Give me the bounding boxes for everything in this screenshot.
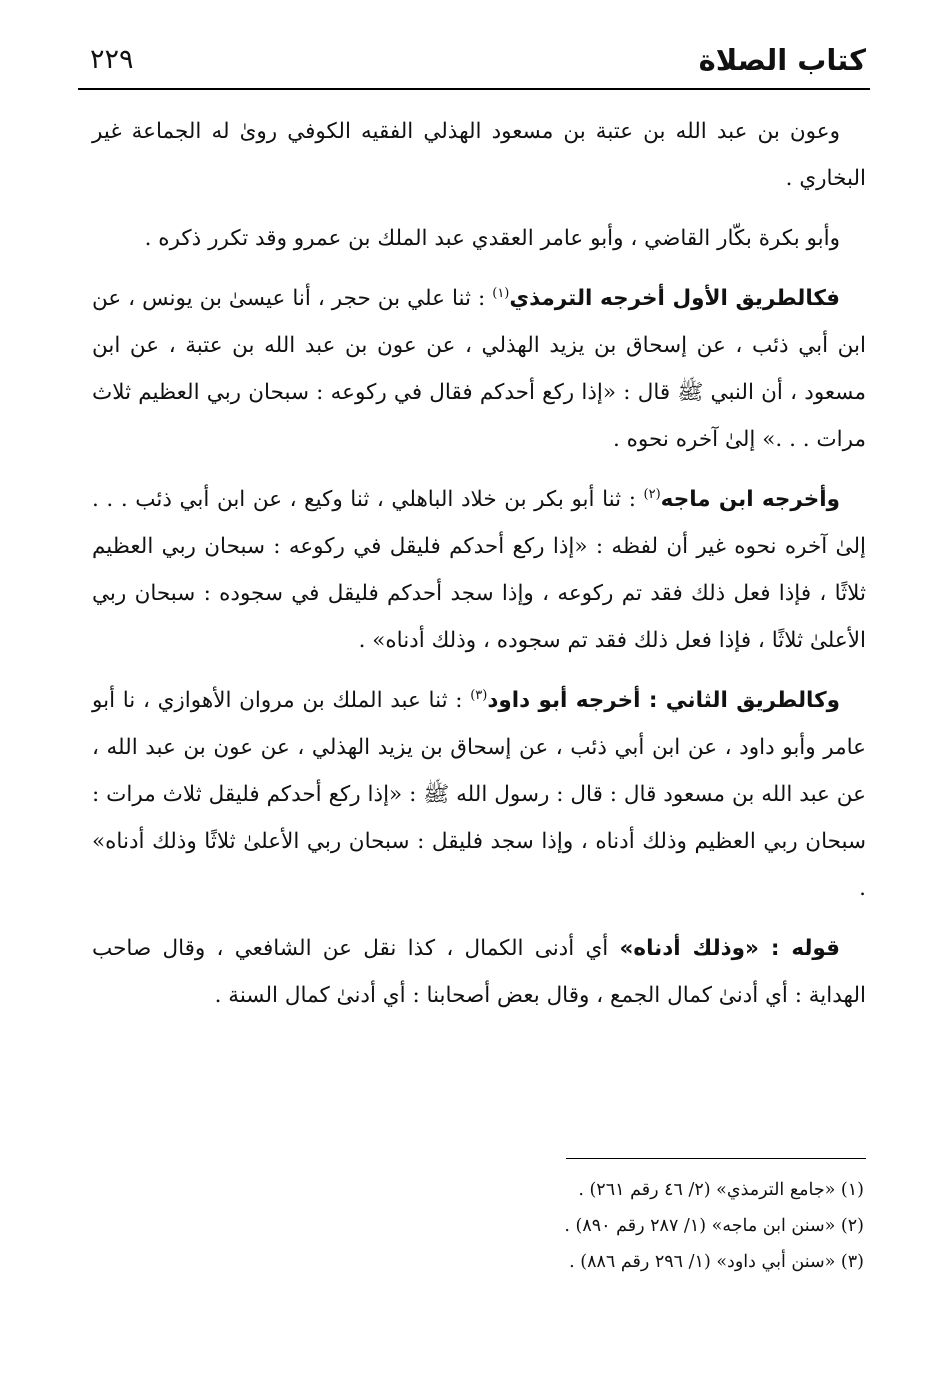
paragraph-lead: وأخرجه ابن ماجه bbox=[660, 487, 840, 512]
footnote-reference: (٣) bbox=[470, 687, 488, 703]
footnote-reference: (٢) bbox=[643, 486, 661, 502]
main-text bbox=[92, 108, 866, 1032]
paragraph bbox=[92, 476, 866, 664]
footnote: (٣) «سنن أبي داود» (١/ ٢٩٦ رقم ٨٨٦) . bbox=[569, 1252, 864, 1272]
footnote-separator bbox=[566, 1158, 866, 1159]
paragraph bbox=[92, 925, 866, 1019]
paragraph-text: : ثنا أبو بكر بن خلاد الباهلي ، ثنا وكيع ، عن ابن أبي ذئب . . . إلىٰ آخره نحوه غير أن لفظه : «إذا ركع أحدكم فليقل في ركوعه : سبحان ربي العظيم ثلاثًا ، فإذا فعل ذلك فقد تم ركوعه ، وإذا سجد أحدكم فليقل في سجوده : سبحان ربي الأعلىٰ ثلاثًا ، فإذا فعل ذلك فقد تم سجوده ، وذلك أدناه» . bbox=[92, 487, 866, 653]
paragraph-text: وأبو بكرة بكّار القاضي ، وأبو عامر العقدي عبد الملك بن عمرو وقد تكرر ذكره . bbox=[144, 226, 840, 251]
paragraph bbox=[92, 215, 866, 262]
header-rule bbox=[78, 88, 870, 90]
page-number: ٢٢٩ bbox=[90, 44, 134, 75]
footnote: (١) «جامع الترمذي» (٢/ ٤٦ رقم ٢٦١) . bbox=[578, 1180, 864, 1200]
paragraph-lead: فكالطريق الأول أخرجه الترمذي bbox=[509, 286, 840, 311]
footnotes bbox=[92, 1172, 864, 1280]
paragraph bbox=[92, 275, 866, 463]
paragraph-text: : ثنا علي بن حجر ، أنا عيسىٰ بن يونس ، عن ابن أبي ذئب ، عن إسحاق بن يزيد الهذلي ، عن عون بن عبد الله بن عتبة ، عن ابن مسعود ، أن النبي ﷺ قال : «إذا ركع أحدكم فقال في ركوعه : سبحان ربي العظيم ثلاث مرات . . .» إلىٰ آخره نحوه . bbox=[92, 286, 866, 452]
paragraph bbox=[92, 677, 866, 912]
paragraph-lead: قوله : «وذلك أدناه» bbox=[619, 936, 840, 961]
footnote-reference: (١) bbox=[492, 285, 510, 301]
paragraph-text: : ثنا عبد الملك بن مروان الأهوازي ، نا أبو عامر وأبو داود ، عن ابن أبي ذئب ، عن إسحاق بن يزيد الهذلي ، عن عون بن عبد الله ، عن عبد الله بن مسعود قال : قال : رسول الله ﷺ : «إذا ركع أحدكم فليقل ثلاث مرات : سبحان ربي العظيم وذلك أدناه ، وإذا سجد فليقل : سبحان ربي الأعلىٰ ثلاثًا وذلك أدناه» . bbox=[92, 688, 866, 901]
paragraph-text: وعون بن عبد الله بن عتبة بن مسعود الهذلي الفقيه الكوفي روىٰ له الجماعة غير البخاري . bbox=[92, 119, 866, 191]
paragraph bbox=[92, 108, 866, 202]
footnote: (٢) «سنن ابن ماجه» (١/ ٢٨٧ رقم ٨٩٠) . bbox=[564, 1216, 864, 1236]
page-header bbox=[90, 36, 866, 84]
book-title: كتاب الصلاة bbox=[698, 43, 866, 77]
paragraph-lead: وكالطريق الثاني : أخرجه أبو داود bbox=[487, 688, 840, 713]
paragraph-text: أي أدنى الكمال ، كذا نقل عن الشافعي ، وقال صاحب الهداية : أي أدنىٰ كمال الجمع ، وقال بعض أصحابنا : أي أدنىٰ كمال السنة . bbox=[92, 936, 866, 1008]
